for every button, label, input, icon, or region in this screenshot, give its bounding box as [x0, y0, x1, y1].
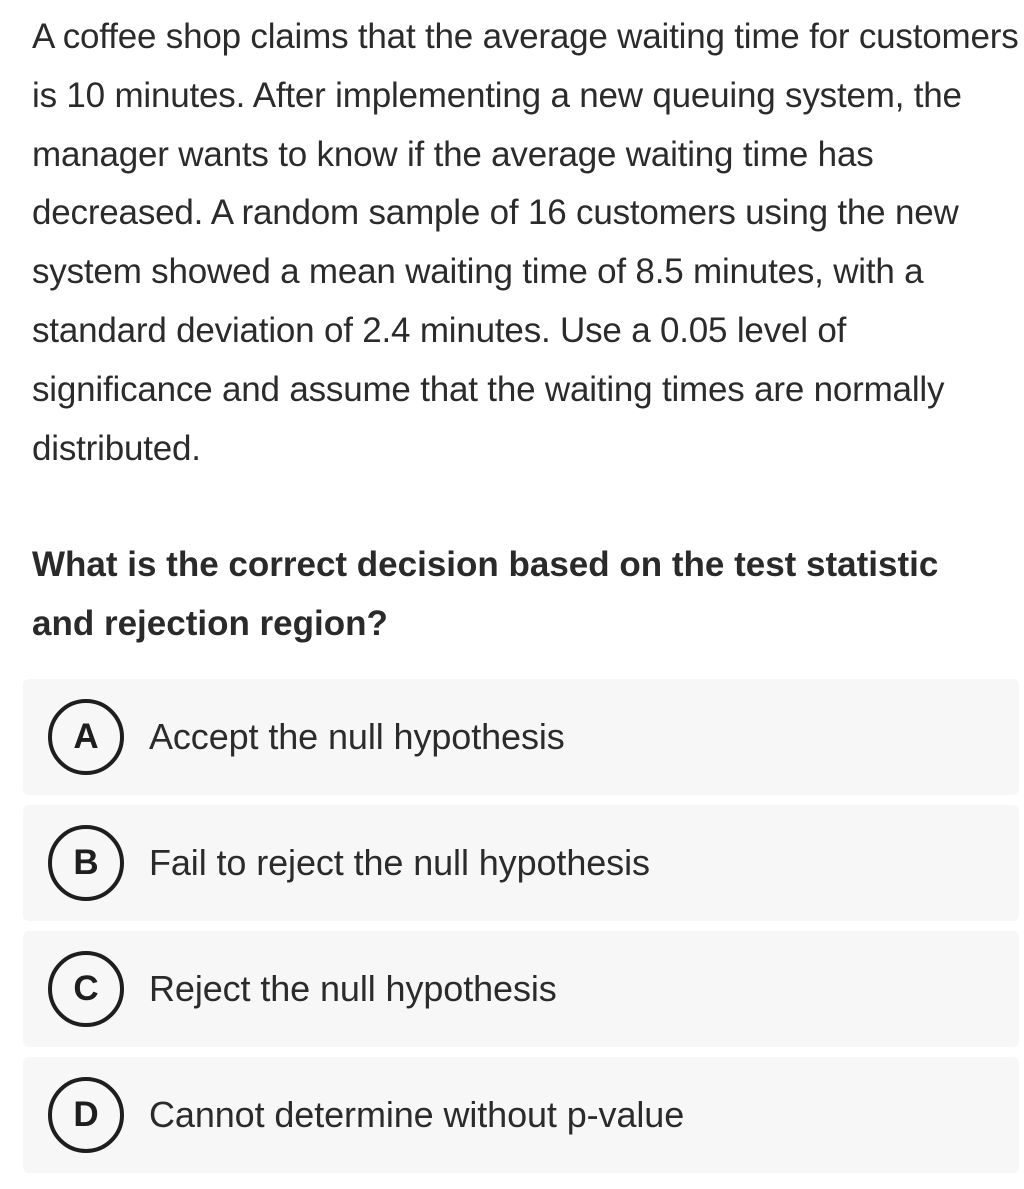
question-prompt: What is the correct decision based on the test statistic and rejection region?: [32, 545, 939, 643]
option-b[interactable]: [23, 805, 1019, 921]
problem-statement: A coffee shop claims that the average waiting time for customers is 10 minutes. After implementing a new queuing system, the manager wants to know if the average waiting time has decreased. A random sample of 16 customers using the new system showed a mean waiting time of 8.5 minutes, with a standard deviation of 2.4 minutes. Use a 0.05 level of significance and assume that the waiting times are normally distributed.: [32, 17, 1019, 468]
option-d-letter-badge: D: [48, 1077, 124, 1153]
option-a-text: Accept the null hypothesis: [149, 716, 565, 757]
option-b-letter-badge: B: [48, 825, 124, 901]
option-a[interactable]: [23, 679, 1019, 795]
option-d[interactable]: [23, 1057, 1019, 1173]
option-c-letter-badge: C: [48, 951, 124, 1027]
option-b-text: Fail to reject the null hypothesis: [149, 842, 650, 883]
answer-options: [23, 679, 1019, 1173]
option-d-text: Cannot determine without p-value: [149, 1094, 685, 1135]
option-c[interactable]: [23, 931, 1019, 1047]
option-a-letter-badge: A: [48, 699, 124, 775]
option-c-text: Reject the null hypothesis: [149, 968, 557, 1009]
